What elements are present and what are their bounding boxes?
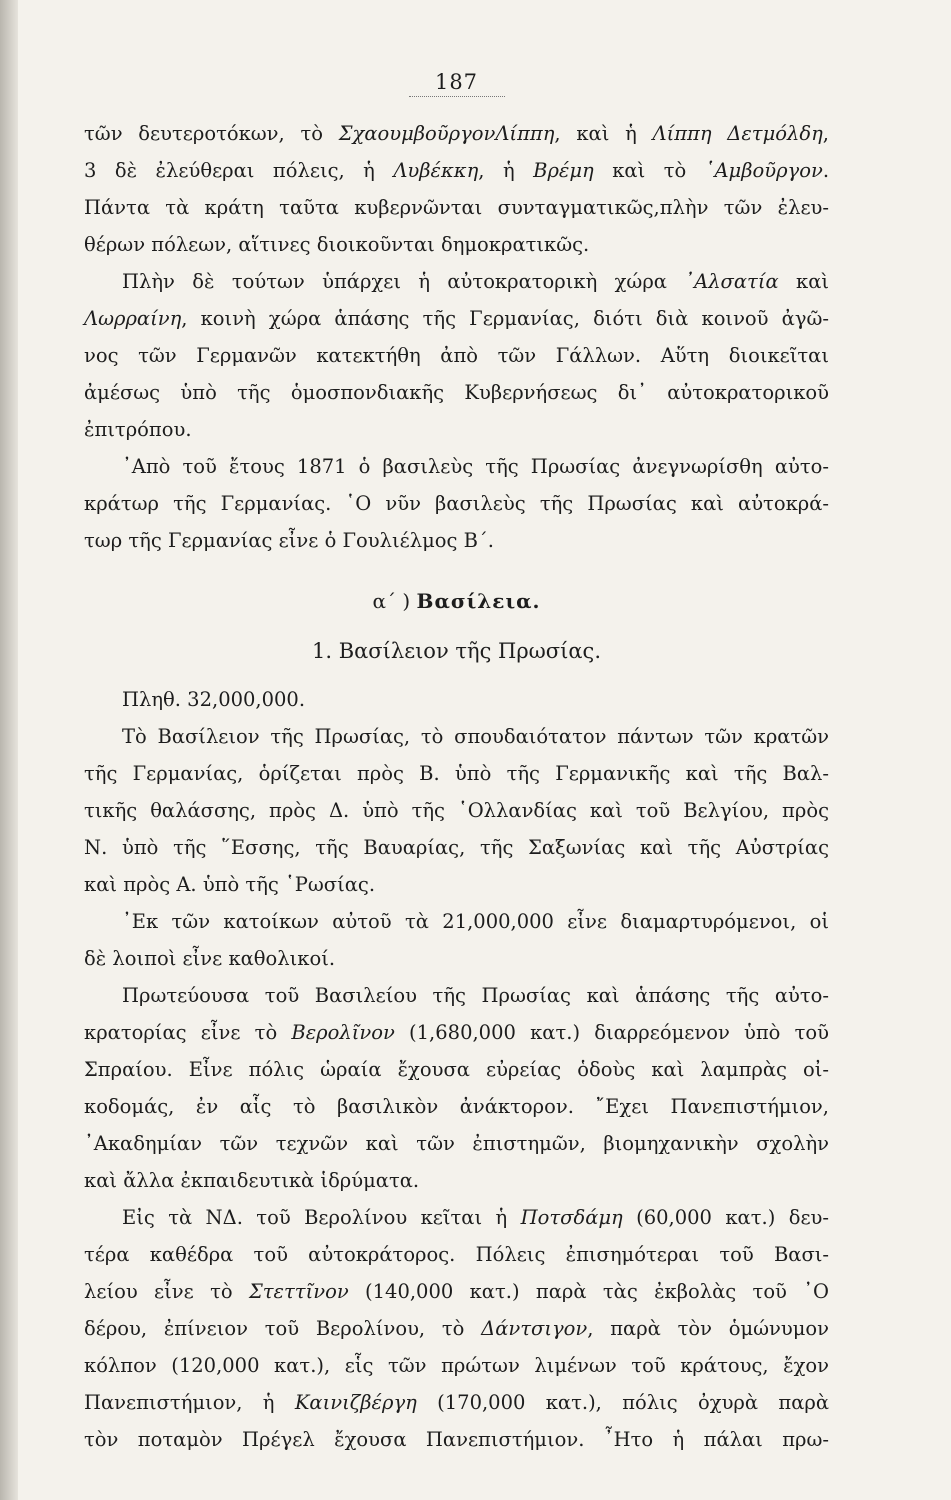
text-line: ᾿Απὸ τοῦ ἔτους 1871 ὁ βασιλεὺς τῆς Πρωσίας ἀνεγνωρίσθη αὐτο- — [122, 455, 829, 478]
text-line: δὲ λοιποὶ εἶνε καθολικοί. — [84, 947, 336, 970]
text-line: Πανεπιστήμιον, ἡ Καινιζβέργη (170,000 κατ.), πόλις ὀχυρὰ παρὰ — [84, 1391, 829, 1414]
text-line: 3 δὲ ἐλεύθεραι πόλεις, ἡ Λυβέκκη, ἡ Βρέμη καὶ τὸ ῾Αμβοῦργον. — [84, 159, 830, 182]
subsection-heading: 1. Βασίλειον τῆς Πρωσίας. — [311, 639, 601, 663]
text-line: καὶ ἄλλα ἐκπαιδευτικὰ ἱδρύματα. — [84, 1169, 420, 1192]
page-number-rule — [409, 96, 505, 97]
text-line: Σπραίου. Εἶνε πόλις ὡραία ἔχουσα εὐρείας ὁδοὺς καὶ λαμπρὰς οἰ- — [84, 1058, 829, 1081]
text-line: κρατορίας εἶνε τὸ Βερολῖνον (1,680,000 κατ.) διαρρεόμενον ὑπὸ τοῦ — [84, 1021, 829, 1044]
text-line: νος τῶν Γερμανῶν κατεκτήθη ἀπὸ τῶν Γάλλων. Αὕτη διοικεῖται — [84, 344, 829, 367]
text-line: τὸν ποταμὸν Πρέγελ ἔχουσα Πανεπιστήμιον. ῏Ητο ἡ πάλαι πρω- — [84, 1428, 829, 1451]
text-line: Εἰς τὰ ΝΔ. τοῦ Βερολίνου κεῖται ἡ Ποτσδάμη (60,000 κατ.) δευ- — [122, 1206, 829, 1229]
text-line: Πρωτεύουσα τοῦ Βασιλείου τῆς Πρωσίας καὶ ἁπάσης τῆς αὐτο- — [122, 984, 829, 1007]
text-line: κόλπον (120,000 κατ.), εἷς τῶν πρώτων λιμένων τοῦ κράτους, ἔχον — [84, 1354, 829, 1377]
book-page — [84, 70, 829, 1458]
text-line: Ν. ὑπὸ τῆς ῞Εσσης, τῆς Βαυαρίας, τῆς Σαξωνίας καὶ τῆς Αὐστρίας — [84, 836, 829, 859]
population-line: Πληθ. 32,000,000. — [122, 688, 306, 711]
text-line: Τὸ Βασίλειον τῆς Πρωσίας, τὸ σπουδαιότατον πάντων τῶν κρατῶν — [122, 725, 829, 748]
section-heading: α΄ ) Βασίλεια. — [372, 589, 541, 613]
page-number: 187 — [434, 70, 479, 94]
text-line: τῆς Γερμανίας, ὁρίζεται πρὸς Β. ὑπὸ τῆς Γερμανικῆς καὶ τῆς Βαλ- — [84, 762, 829, 785]
text-line: δέρου, ἐπίνειον τοῦ Βερολίνου, τὸ Δάντσιγον, παρὰ τὸν ὁμώνυμον — [84, 1317, 829, 1340]
text-line: ἐπιτρόπου. — [84, 418, 192, 441]
text-line: τωρ τῆς Γερμανίας εἶνε ὁ Γουλιέλμος Β΄. — [84, 529, 494, 552]
text-line: λείου εἶνε τὸ Στεττῖνον (140,000 κατ.) παρὰ τὰς ἐκβολὰς τοῦ ᾿Ο — [84, 1280, 829, 1303]
text-line: κράτωρ τῆς Γερμανίας. ῾Ο νῦν βασιλεὺς τῆς Πρωσίας καὶ αὐτοκρά- — [84, 492, 829, 515]
text-line: Πάντα τὰ κράτη ταῦτα κυβερνῶνται συνταγματικῶς,πλὴν τῶν ἐλευ- — [84, 196, 829, 219]
text-line: ἀμέσως ὑπὸ τῆς ὁμοσπονδιακῆς Κυβερνήσεως δι᾿ αὐτοκρατορικοῦ — [84, 381, 829, 404]
text-line: τέρα καθέδρα τοῦ αὐτοκράτορος. Πόλεις ἐπισημότεραι τοῦ Βασι- — [84, 1243, 829, 1266]
text-line: καὶ πρὸς Α. ὑπὸ τῆς ῾Ρωσίας. — [84, 873, 376, 896]
text-line: τικῆς θαλάσσης, πρὸς Δ. ὑπὸ τῆς ῾Ολλανδίας καὶ τοῦ Βελγίου, πρὸς — [84, 799, 829, 822]
text-line: τῶν δευτεροτόκων, τὸ ΣχαουμβοῦργονΛίππη, καὶ ἡ Λίππη Δετμόλδη, — [84, 122, 829, 145]
text-line: ᾿Εκ τῶν κατοίκων αὐτοῦ τὰ 21,000,000 εἶνε διαμαρτυρόμενοι, οἱ — [122, 910, 829, 933]
text-line: θέρων πόλεων, αἵτινες διοικοῦνται δημοκρατικῶς. — [84, 233, 590, 256]
text-line: Πλὴν δὲ τούτων ὑπάρχει ἡ αὐτοκρατορικὴ χώρα ᾿Αλσατία καὶ — [122, 270, 830, 293]
text-line: κοδομάς, ἐν αἷς τὸ βασιλικὸν ἀνάκτορον. ῎Εχει Πανεπιστήμιον, — [84, 1095, 829, 1118]
text-line: ᾿Ακαδημίαν τῶν τεχνῶν καὶ τῶν ἐπιστημῶν, βιομηχανικὴν σχολὴν — [84, 1132, 829, 1155]
page-gutter-shadow — [0, 0, 18, 1500]
text-line: Λωρραίνη, κοινὴ χώρα ἁπάσης τῆς Γερμανίας, διότι διὰ κοινοῦ ἀγῶ- — [84, 307, 829, 330]
